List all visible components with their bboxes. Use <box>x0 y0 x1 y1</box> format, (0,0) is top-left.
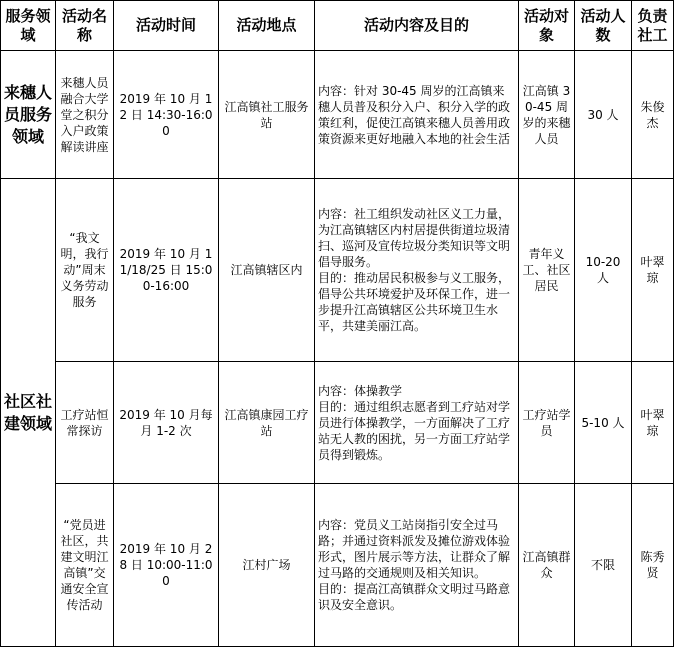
activity-count: 30 人 <box>575 51 632 179</box>
header-place: 活动地点 <box>219 1 315 51</box>
table-row <box>1 484 674 647</box>
activity-target: 工疗站学员 <box>519 362 575 484</box>
activity-time: 2019 年 10 月 11/18/25 日 15:00-16:00 <box>114 179 219 362</box>
purpose-paragraph: 目的：提高江高镇群众文明过马路意识及安全意识。 <box>318 582 511 612</box>
domain-cell-migrant: 来穗人员服务领域 <box>1 51 56 179</box>
activity-name: 工疗站恒常探访 <box>56 362 114 484</box>
activity-worker: 朱俊杰 <box>632 51 674 179</box>
content-paragraph: 内容：社工组织发动社区义工力量，为江高镇辖区内村居提供街道垃圾清扫、巡河及宣传垃圾分类知识等文明倡导服务。 <box>318 207 511 269</box>
activity-worker: 叶翠琼 <box>632 179 674 362</box>
table-row <box>1 179 674 362</box>
activity-place: 江高镇康园工疗站 <box>219 362 315 484</box>
activity-place: 江高镇辖区内 <box>219 179 315 362</box>
activity-count: 10-20 人 <box>575 179 632 362</box>
activity-name: 来穗人员融合大学堂之积分入户政策解读讲座 <box>56 51 114 179</box>
content-paragraph: 内容：党员义工站岗指引安全过马路；并通过资料派发及摊位游戏体验形式，图片展示等方法，让群众了解过马路的交通规则及相关知识。 <box>318 518 511 580</box>
activity-name: “我文明，我行动”周末义务劳动服务 <box>56 179 114 362</box>
activity-place: 江高镇社工服务站 <box>219 51 315 179</box>
activity-target: 江高镇 30-45 周岁的来穗人员 <box>519 51 575 179</box>
activity-time: 2019 年 10 月 28 日 10:00-11:00 <box>114 484 219 647</box>
domain-cell-community: 社区社建领域 <box>1 179 56 647</box>
activity-content <box>315 362 519 484</box>
activity-worker: 陈秀贤 <box>632 484 674 647</box>
activity-time: 2019 年 10 月每月 1-2 次 <box>114 362 219 484</box>
activity-time: 2019 年 10 月 12 日 14:30-16:00 <box>114 51 219 179</box>
header-row <box>1 1 674 51</box>
content-paragraph: 内容：针对 30-45 周岁的江高镇来穗人员普及积分入户、积分入学的政策红利，促使江高镇来穗人员善用政策资源来更好地融入本地的社会生活 <box>318 83 511 146</box>
activity-worker: 叶翠琼 <box>632 362 674 484</box>
table-row <box>1 51 674 179</box>
header-time: 活动时间 <box>114 1 219 51</box>
purpose-paragraph: 目的：通过组织志愿者到工疗站对学员进行体操教学，一方面解决了工疗站无人教的困扰，另一方面工疗站学员得到锻炼。 <box>318 399 511 462</box>
header-content: 活动内容及目的 <box>315 1 519 51</box>
activity-target: 江高镇群众 <box>519 484 575 647</box>
activity-target: 青年义工、社区居民 <box>519 179 575 362</box>
header-worker: 负责社工 <box>632 1 674 51</box>
header-target: 活动对象 <box>519 1 575 51</box>
header-count: 活动人数 <box>575 1 632 51</box>
header-domain: 服务领域 <box>1 1 56 51</box>
activity-name: “党员进社区，共建文明江高镇”交通安全宣传活动 <box>56 484 114 647</box>
activity-content <box>315 51 519 179</box>
activity-count: 5-10 人 <box>575 362 632 484</box>
activity-place: 江村广场 <box>219 484 315 647</box>
header-name: 活动名称 <box>56 1 114 51</box>
activity-content <box>315 179 519 362</box>
activity-count: 不限 <box>575 484 632 647</box>
activity-content <box>315 484 519 647</box>
purpose-paragraph: 目的：推动居民积极参与义工服务，倡导公共环境爱护及环保工作，进一步提升江高镇辖区公共环境卫生水平，共建美丽江高。 <box>318 271 511 333</box>
table-row <box>1 362 674 484</box>
content-paragraph: 内容：体操教学 <box>318 383 403 398</box>
